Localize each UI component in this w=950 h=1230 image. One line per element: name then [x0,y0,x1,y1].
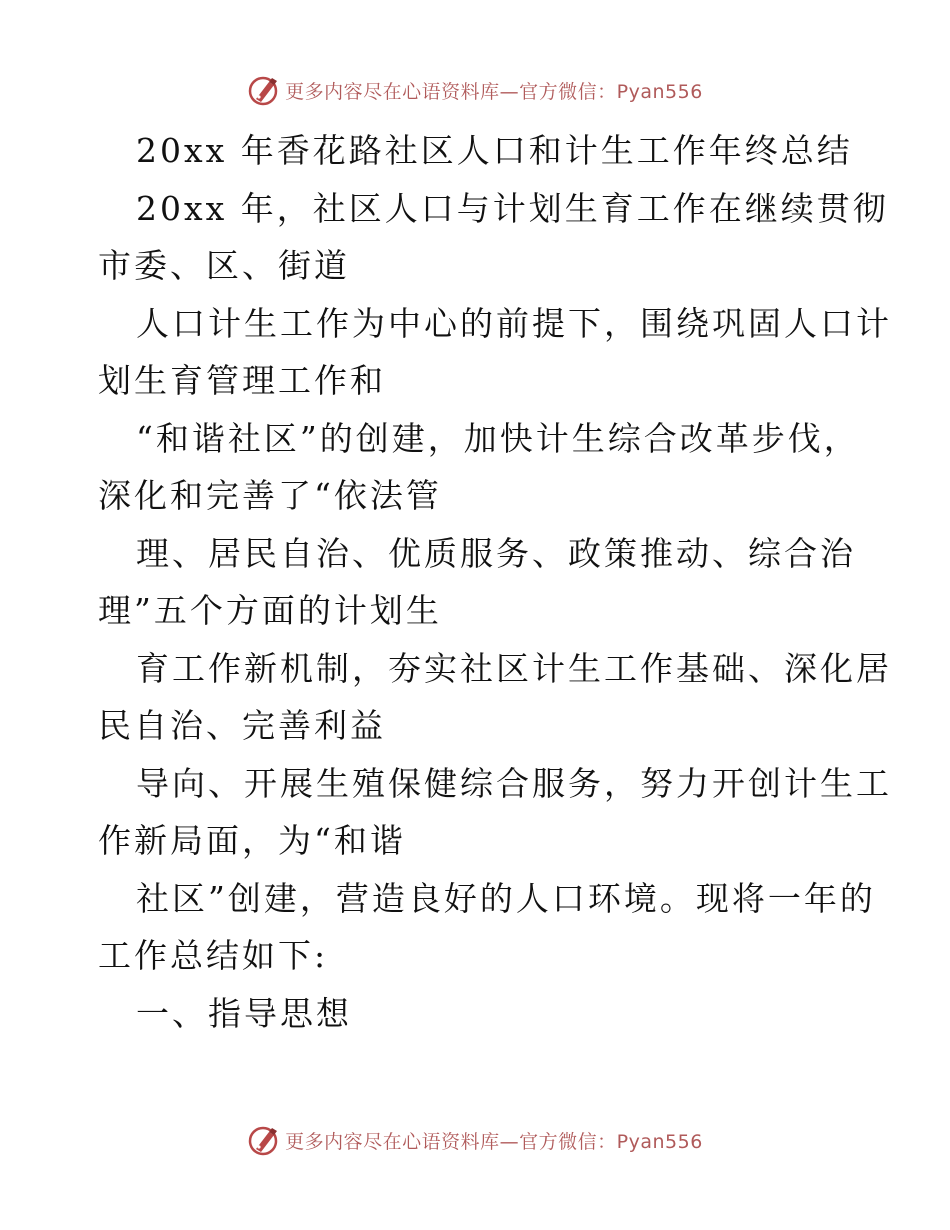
paragraph-line: 理、居民自治、优质服务、政策推动、综合治 [136,533,856,573]
header-watermark [0,70,950,110]
paragraph-line: 社区”创建，营造良好的人口环境。现将一年的 [136,878,876,918]
paragraph-line: 深化和完善了“依法管 [98,476,442,515]
paragraph-line: 人口计生工作为中心的前提下，围绕巩固人口计 [136,303,892,343]
paragraph-line: 导向、开展生殖保健综合服务，努力开创计生工 [136,763,892,803]
section-heading: 一、指导思想 [136,993,352,1033]
paragraph-line: 市委、区、街道 [98,246,350,285]
paragraph-line: 作新局面，为“和谐 [98,821,406,860]
paragraph-line: “和谐社区”的创建，加快计生综合改革步伐， [136,418,860,458]
watermark-text: 更多内容尽在心语资料库—官方微信：Pyan556 [285,80,703,103]
paragraph-line: 划生育管理工作和 [98,361,386,400]
paragraph-line: 民自治、完善利益 [98,706,386,745]
pen-logo-icon [247,73,281,107]
document-body [98,122,892,1042]
paragraph-line: 育工作新机制，夯实社区计生工作基础、深化居 [136,648,892,688]
document-title: 20xx 年香花路社区人口和计生工作年终总结 [136,131,853,170]
paragraph-line: 20xx 年，社区人口与计划生育工作在继续贯彻 [136,188,889,228]
watermark-text: 更多内容尽在心语资料库—官方微信：Pyan556 [285,1130,703,1153]
paragraph-line: 工作总结如下: [98,936,329,975]
footer-watermark [0,1120,950,1160]
paragraph-line: 理”五个方面的计划生 [98,591,442,630]
pen-logo-icon [247,1123,281,1157]
